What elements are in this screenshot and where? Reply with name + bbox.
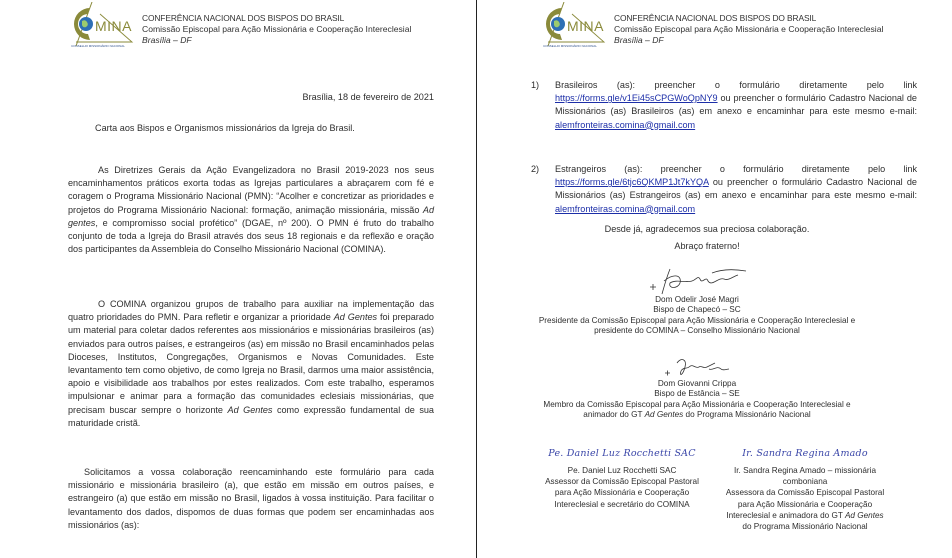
handwritten-signature-icon	[642, 265, 752, 295]
thanks-line: Desde já, agradecemos sua preciosa colaboração.	[604, 224, 810, 234]
signatory-name: Dom Giovanni Crippa	[657, 379, 737, 388]
closing-line: Abraço fraterno!	[674, 241, 740, 251]
list-body: Brasileiros (as): preencher o formulário diretamente pelo link https://forms.gle/v1Ei45sCPGWoQpNY9 ou preencher o formulário Cadastro Nacional de Missionários (as) Brasileiros (as) em anexo e encaminhar para este mesmo e-mail: alemfronteiras.comina@gmail.com	[555, 80, 917, 130]
svg-text:CONSELHO MISSIONÁRIO NACIONAL: CONSELHO MISSIONÁRIO NACIONAL	[543, 44, 597, 48]
handwritten-signature: Pe. Daniel Luz Rocchetti SAC	[548, 448, 696, 459]
form-link-estrangeiros[interactable]: https://forms.gle/6tjc6QKMP1Jt7kYQA	[555, 177, 709, 188]
comina-logo-icon	[62, 2, 134, 50]
comina-logo-icon	[534, 2, 606, 50]
svg-text:MINA: MINA	[567, 18, 604, 34]
paragraph-request: Solicitamos a vossa colaboração reencaminhando este formulário para cada missionário e missionária brasileiro (a), que estão em missão em outros países, e estrangeiro (a) que estão em missão no Brasil, ligados à vossa instituição. Para facilitar o levantamento dos dados, dispomos de duas formas que podem ser encaminhadas aos missionários (as):	[68, 467, 434, 530]
signature-block	[497, 355, 897, 421]
email-link[interactable]: alemfronteiras.comina@gmail.com	[555, 119, 696, 130]
svg-text:CONSELHO MISSIONÁRIO NACIONAL: CONSELHO MISSIONÁRIO NACIONAL	[71, 44, 125, 48]
org-name: CONFERÊNCIA NACIONAL DOS BISPOS DO BRASIL	[614, 13, 817, 23]
signatory-name: Pe. Daniel Luz Rocchetti SAC	[567, 466, 677, 475]
signatory-name: Ir. Sandra Regina Amado – missionária	[734, 466, 876, 475]
signature-block	[717, 447, 893, 532]
signature-block	[537, 447, 707, 510]
commission-name: Comissão Episcopal para Ação Missionária e Cooperação Intereclesial	[614, 24, 884, 34]
commission-name: Comissão Episcopal para Ação Missionária e Cooperação Intereclesial	[142, 24, 412, 34]
letterhead-place: Brasília – DF	[614, 35, 664, 45]
letter-salutation: Carta aos Bispos e Organismos missionários da Igreja do Brasil.	[95, 123, 355, 133]
signatory-role: do Programa Missionário Nacional	[742, 522, 868, 532]
list-number: 1)	[531, 80, 540, 90]
signatory-role: Bispo de Chapecó – SC	[653, 305, 741, 315]
signatory-role: animador do GT Ad Gentes do Programa Missionário Nacional	[583, 410, 811, 420]
form-link-brasileiros[interactable]: https://forms.gle/v1Ei45sCPGWoQpNY9	[555, 93, 718, 104]
list-body: Estrangeiros (as): preencher o formulário diretamente pelo link https://forms.gle/6tjc6QKMP1Jt7kYQA ou preencher o formulário Cadastro Nacional de Missionários (as) Estrangeiros (as) em anexo e encaminhar para este mesmo e-mail: alemfronteiras.comina@gmail.com	[555, 164, 917, 214]
signatory-role: para Ação Missionária e Cooperação	[737, 499, 873, 509]
svg-text:MINA: MINA	[95, 18, 132, 34]
paragraph-dgae: As Diretrizes Gerais da Ação Evangelizadora no Brasil 2019-2023 nos seus encaminhamentos práticos exorta todas as Igrejas particulares a abraçarem com fé e coragem o Programa Missionário Nacional (PMN): “Acolher e concretizar as prioridades e projetos do Programa Missionário Nacional: formação, animação missionária, missão Ad gentes, e compromisso social profético” (DGAE, nº 200). O PMN é fruto do trabalho conjunto de toda a Igreja do Brasil através dos seus 18 regionais e da reflexão e oração dos participantes da Assembleia do Conselho Missionário Nacional (COMINA).	[68, 165, 434, 255]
signature-block	[497, 265, 897, 337]
letterhead-place: Brasília – DF	[142, 35, 192, 45]
letterhead-text	[142, 13, 411, 46]
letter-date: Brasília, 18 de fevereiro de 2021	[302, 92, 434, 102]
signatory-role: Presidente da Comissão Episcopal para Ação Missionária e Cooperação Intereclesial e	[538, 315, 856, 325]
handwritten-signature: Ir. Sandra Regina Amado	[742, 448, 868, 459]
email-link[interactable]: alemfronteiras.comina@gmail.com	[555, 203, 696, 214]
signatory-role: Intereclesial e animadora do GT Ad Gentes	[726, 510, 884, 520]
signatory-role: Intereclesial e secretário do COMINA	[554, 499, 690, 509]
signatory-role: Membro da Comissão Episcopal para Ação Missionária e Cooperação Intereclesial e	[543, 399, 851, 409]
signatory-name: comboniana	[782, 477, 828, 487]
signatory-name: Dom Odelir José Magri	[655, 295, 739, 304]
letter-page-2	[477, 0, 952, 558]
signatory-role: Assessora da Comissão Episcopal Pastoral	[725, 488, 885, 498]
handwritten-signature-icon	[657, 355, 737, 379]
signatory-role: presidente do COMINA – Conselho Missionário Nacional	[594, 326, 800, 336]
signatory-role: para Ação Missionária e Cooperação	[554, 488, 690, 498]
signatory-role: Bispo de Estância – SE	[654, 389, 740, 399]
letterhead-text	[614, 13, 883, 46]
list-number: 2)	[531, 164, 540, 174]
signatory-role: Assessor da Comissão Episcopal Pastoral	[545, 477, 699, 487]
paragraph-comina: O COMINA organizou grupos de trabalho para auxiliar na implementação das quatro prioridades do PMN. Para refletir e organizar a prioridade Ad Gentes foi preparado um material para coletar dados referentes aos missionários e missionárias brasileiros (as) enviados para outros países, e estrangeiros (as) em missão no Brasil encaminhados pelas Dioceses, Institutos, Congregações, Organismos e Novas Comunidades. Este levantamento tem como objetivo, de como Igreja no Brasil, darmos uma maior assistência, apoio e visibilidade aos trabalhos por estes realizados. Com este trabalho, esperamos impulsionar e animar para a formação das comunidades eclesiais missionárias, que precisam buscar sempre o horizonte Ad Gentes como expressão fundamental de sua maturidade cristã.	[68, 299, 434, 428]
org-name: CONFERÊNCIA NACIONAL DOS BISPOS DO BRASIL	[142, 13, 345, 23]
